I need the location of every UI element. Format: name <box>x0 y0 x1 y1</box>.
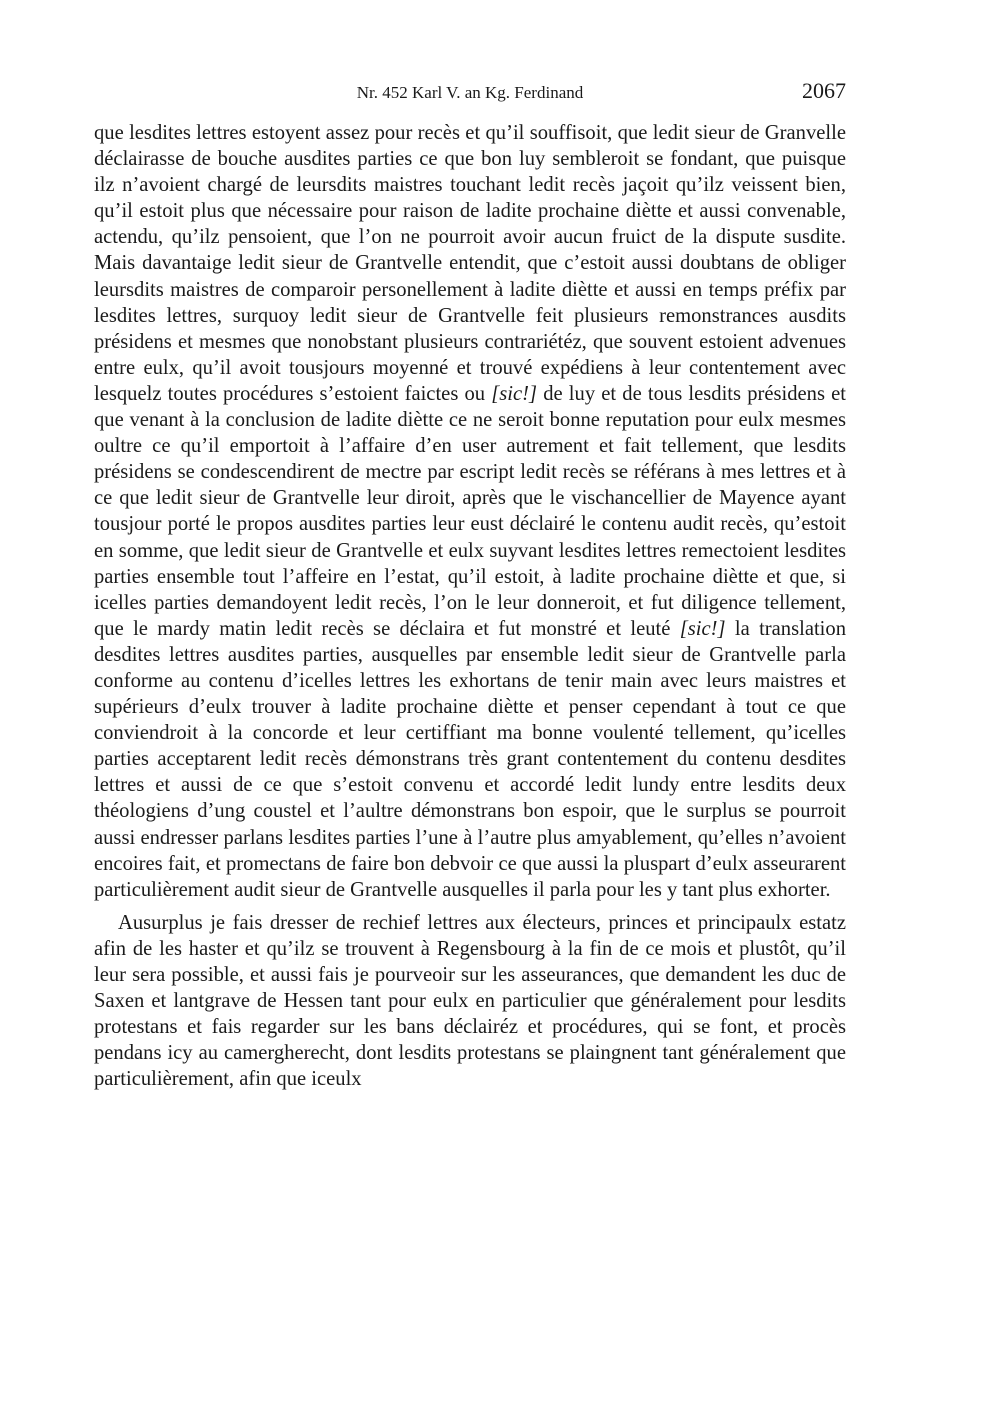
text-run: que lesdites lettres estoyent assez pour recès et qu’il souffisoit, que ledit sieur de Granvelle déclairasse de bouche ausdites parties ce que bon luy sembleroit se fondant, que puisque ilz n’avoient chargé de leursdits maistres touchant ledit recès jaçoit qu’ilz veissent bien, qu’il estoit plus que nécessaire pour raison de ladite prochaine diètte et aussi convenable, actendu, qu’ilz pensoient, que l’on ne pourroit avoir aucun fruict de la dispute susdite. Mais davantaige ledit sieur de Grantvelle entendit, que c’estoit aussi doubtans de obliger leursdits maistres de comparoir personellement à ladite diètte et aussi en temps préfix par lesdites lettres, surquoy ledit sieur de Grantvelle feit plusieurs remonstrances ausdits présidens et mesmes que nonobstant plusieurs contrariétéz, que souvent estoient advenues entre eulx, qu’il avoit tousjours moyenné et trouvé expédiens à leur contentement avec lesquelz toutes procédures s’estoient faictes ou <box>94 122 846 405</box>
paragraph <box>94 910 846 1093</box>
paragraph <box>94 120 846 903</box>
sic-annotation: [sic!] <box>491 382 538 405</box>
page-number: 2067 <box>802 78 846 103</box>
running-head: Nr. 452 Karl V. an Kg. Ferdinand <box>356 83 584 102</box>
text-run: de luy et de tous lesdits présidens et que venant à la conclusion de ladite diètte ce ne seroit bonne reputation pour eulx mesmes oultre ce qu’il emportoit à l’affaire d’en user autrement et fait tellement, que lesdits présidens se condescendirent de mectre par escript ledit recès se référans à mes lettres et à ce que ledit sieur de Grantvelle leur diroit, après que le vischancellier de Mayence ayant tousjour porté le propos ausdites parties leur eust déclairé le contenu audit recès, qu’estoit en somme, que ledit sieur de Grantvelle et eulx suyvant lesdites lettres remectoient lesdites parties ensemble tout l’affeire en l’estat, qu’il estoit, à ladite prochaine diètte et que, si icelles parties demandoyent ledit recès, l’on le leur donneroit, et fut diligence tellement, que le mardy matin ledit recès se déclaira et fut monstré et leuté <box>94 382 847 640</box>
page-header <box>94 78 846 106</box>
text-run: Ausurplus je fais dresser de rechief lettres aux électeurs, princes et principaulx estatz afin de les haster et qu’ilz se trouvent à Regensbourg à la fin de ce mois et plustôt, qu’il leur sera possible, et aussi fais je pourveoir sur les asseurances, que demandent les duc de Saxen et lantgrave de Hessen tant pour eulx en particulier que généralement pour lesdits protestans et fais regarder sur les bans déclairéz et procédures, qui se font, et procès pendans icy au camergherecht, dont lesdits protestans se plaingnent tant généralement que particulièrement, afin que iceulx <box>94 911 846 1091</box>
sic-annotation: [sic!] <box>679 617 726 640</box>
body-text <box>94 120 846 1092</box>
text-run: la translation desdites lettres ausdites parties, ausquelles par ensemble ledit sieur de Grantvelle parla conforme au contenu d’icelles lettres les exhortans de tenir main avec leurs maistres et supérieurs d’eulx trouver à ladite prochaine diètte et penser cependant à tout ce que conviendroit à la concorde et leur certiffiant ma bonne voulenté tellement, qu’icelles parties acceptarent ledit recès démonstrans très grant contentement du contenu desdites lettres et aussi de ce que s’estoit convenu et accordé ledit lundy entre lesdits deux théologiens d’ung coustel et l’aultre démonstrans bon espoir, que le surplus se pourroit aussi endresser parlans lesdites parties l’une à l’autre plus amyablement, qu’elles n’avoient encoires fait, et promectans de faire bon debvoir ce que aussi la pluspart d’eulx asseurarent particulièrement audit sieur de Grantvelle ausquelles il parla pour les y tant plus exhorter. <box>94 617 846 901</box>
